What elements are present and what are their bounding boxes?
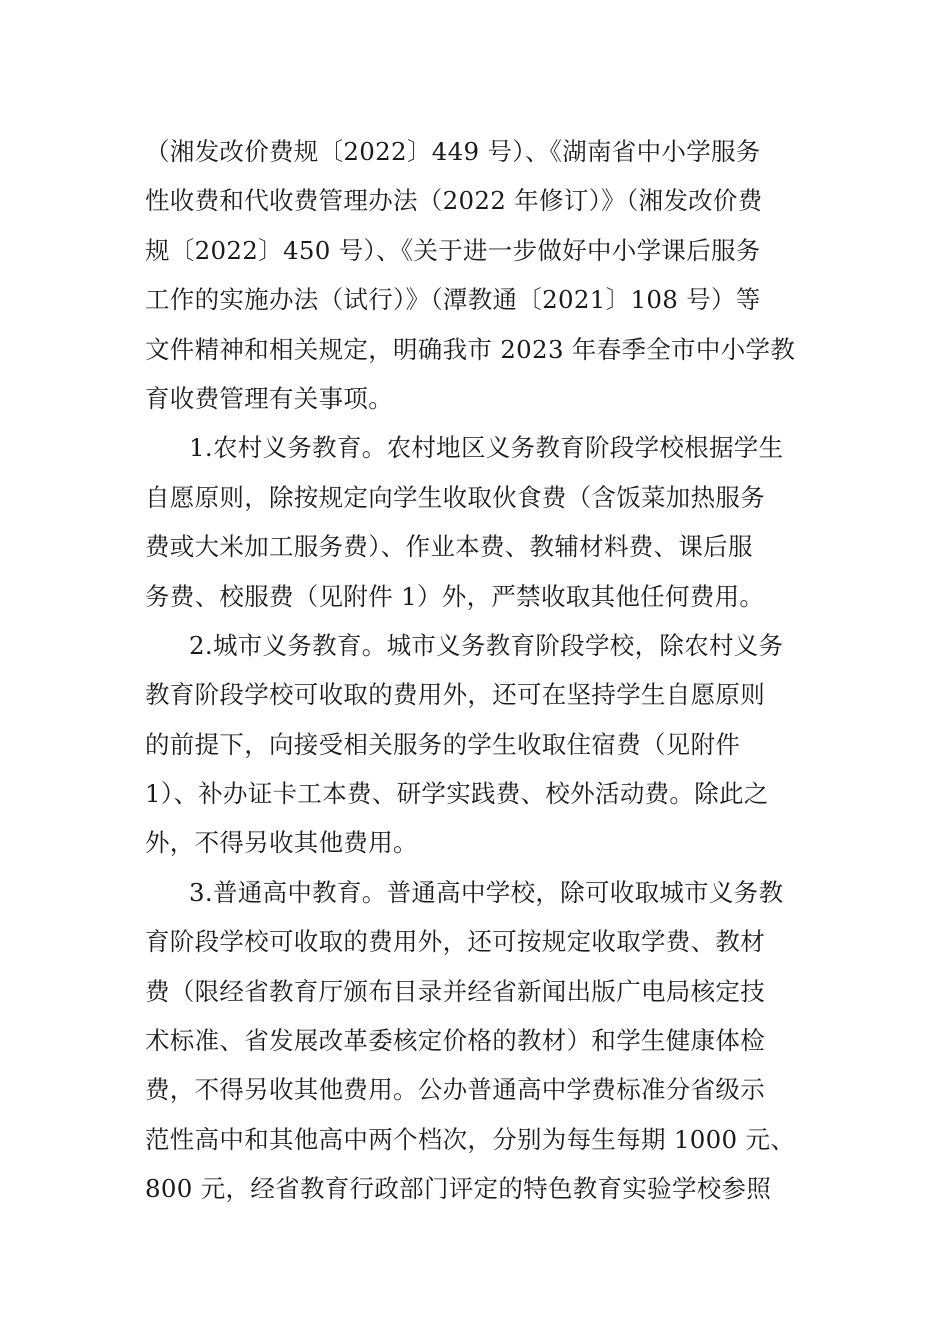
document-body [145, 127, 805, 1214]
text-line-22: 800 元，经省教育行政部门评定的特色教育实验学校参照 [145, 1174, 772, 1204]
text-line-4: 工作的实施办法（试行）》（潭教通〔2021〕108 号）等 [145, 285, 761, 315]
paragraph-2-start: 2.城市义务教育。城市义务教育阶段学校，除农村义务 [189, 630, 784, 660]
text-line-2: 性收费和代收费管理办法（2022 年修订）》（湘发改价费 [145, 186, 763, 216]
text-line-8: 自愿原则，除按规定向学生收取伙食费（含饭菜加热服务 [145, 482, 765, 512]
text-line-6: 育收费管理有关事项。 [145, 383, 393, 413]
text-line-15: 外，不得另收其他费用。 [145, 828, 418, 858]
text-line-10: 务费、校服费（见附件 1）外，严禁收取其他任何费用。 [145, 581, 765, 611]
text-line-18: 费（限经省教育厅颁布目录并经省新闻出版广电局核定技 [145, 976, 765, 1006]
text-line-3: 规〔2022〕450 号）、《关于进一步做好中小学课后服务 [145, 235, 761, 265]
text-line-12: 教育阶段学校可收取的费用外，还可在坚持学生自愿原则 [145, 680, 765, 710]
text-line-13: 的前提下，向接受相关服务的学生收取住宿费（见附件 [145, 729, 741, 759]
paragraph-1-start: 1.农村义务教育。农村地区义务教育阶段学校根据学生 [189, 433, 784, 463]
text-line-5: 文件精神和相关规定，明确我市 2023 年春季全市中小学教 [145, 334, 796, 364]
text-line-14: 1）、补办证卡工本费、研学实践费、校外活动费。除此之 [145, 779, 769, 809]
paragraph-3-start: 3.普通高中教育。普通高中学校，除可收取城市义务教 [189, 877, 784, 907]
text-line-20: 费，不得另收其他费用。公办普通高中学费标准分省级示 [145, 1075, 765, 1105]
text-line-9: 费或大米加工服务费）、作业本费、教辅材料费、课后服 [145, 532, 753, 562]
text-line-21: 范性高中和其他高中两个档次，分别为每生每期 1000 元、 [145, 1124, 796, 1154]
text-line-1: （湘发改价费规〔2022〕449 号）、《湖南省中小学服务 [145, 137, 761, 166]
text-line-19: 术标准、省发展改革委核定价格的教材）和学生健康体检 [145, 1026, 765, 1056]
text-line-17: 育阶段学校可收取的费用外，还可按规定收取学费、教材 [145, 927, 765, 957]
